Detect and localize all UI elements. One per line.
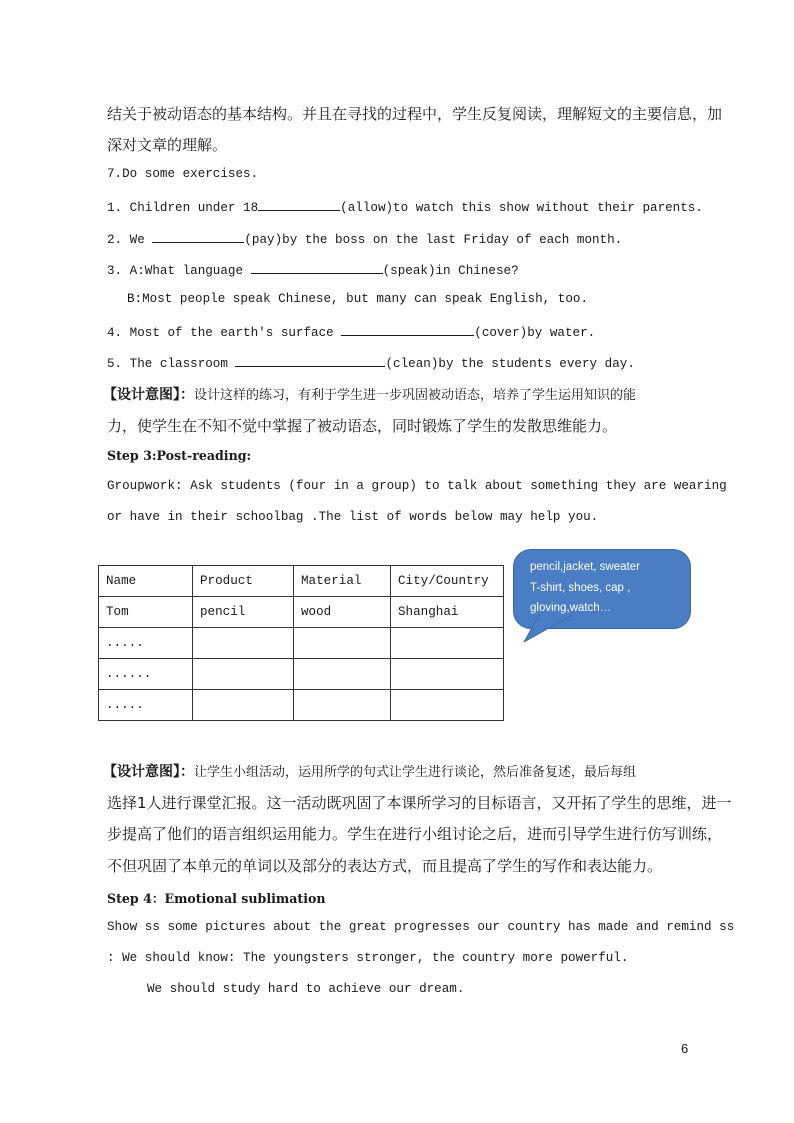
table-header-row	[99, 566, 504, 597]
exercise-item-2: 2. We (pay)by the boss on the last Friday of each month.	[107, 230, 622, 247]
exercise-item-3-answer: B:Most people speak Chinese, but many can speak English, too.	[127, 292, 589, 306]
intro-line-2: 深对文章的理解。	[107, 136, 228, 154]
table-row	[99, 659, 504, 690]
table-cell	[193, 659, 294, 690]
step-4-line-1: Show ss some pictures about the great progresses our country has made and remind ss	[107, 920, 735, 934]
step-3-line-2: or have in their schoolbag .The list of words below may help you.	[107, 510, 599, 524]
step-4-line-2: : We should know: The youngsters stronger, the country more powerful.	[107, 951, 629, 965]
exercise-item-5: 5. The classroom (clean)by the students every day.	[107, 354, 635, 371]
table-cell: wood	[294, 597, 391, 628]
answer-blank	[251, 261, 383, 274]
table-cell	[193, 690, 294, 721]
design-intent-2-line-4: 不但巩固了本单元的单词以及部分的表达方式，而且提高了学生的写作和表达能力。	[107, 857, 663, 875]
table-cell: .....	[99, 690, 193, 721]
design-intent-1-line-2: 力，使学生在不知不觉中掌握了被动语态，同时锻炼了学生的发散思维能力。	[107, 417, 618, 435]
table-cell: pencil	[193, 597, 294, 628]
step-3-line-1: Groupwork: Ask students (four in a group) to talk about something they are wearing	[107, 479, 727, 493]
design-intent-2-line-2: 选择1人进行课堂汇报。这一活动既巩固了本课所学习的目标语言，又开拓了学生的思维，进一	[107, 794, 732, 812]
answer-blank	[235, 354, 385, 367]
page-number: 6	[681, 1041, 689, 1056]
table-cell	[391, 628, 504, 659]
exercise-item-4: 4. Most of the earth's surface (cover)by water.	[107, 323, 595, 340]
step-4-heading: Step 4：Emotional sublimation	[107, 891, 326, 906]
table-cell: .....	[99, 628, 193, 659]
answer-blank	[341, 323, 474, 336]
speech-bubble-tail	[522, 614, 574, 644]
table-row	[99, 597, 504, 628]
step-4-line-3: We should study hard to achieve our dream.	[147, 982, 465, 996]
exercise-item-3: 3. A:What language (speak)in Chinese?	[107, 261, 519, 278]
table-cell	[391, 690, 504, 721]
design-intent-2-line-3: 步提高了他们的语言组织运用能力。学生在进行小组讨论之后，进而引导学生进行仿写训练，	[107, 825, 723, 843]
bubble-line: pencil,jacket, sweater	[530, 561, 640, 573]
table-cell	[391, 659, 504, 690]
bubble-line: T-shirt, shoes, cap ,	[530, 581, 631, 594]
column-header: City/Country	[391, 566, 504, 597]
design-intent-label: 【设计意图】：	[103, 387, 194, 403]
step-3-heading: Step 3:Post-reading:	[107, 448, 252, 463]
exercises-heading: 7.Do some exercises.	[107, 167, 259, 181]
exercise-item-1: 1. Children under 18 (allow)to watch this show without their parents.	[107, 198, 703, 215]
design-intent-label: 【设计意图】：	[103, 764, 194, 780]
column-header: Name	[99, 566, 193, 597]
column-header: Product	[193, 566, 294, 597]
table-cell: Tom	[99, 597, 193, 628]
column-header: Material	[294, 566, 391, 597]
table-cell	[294, 628, 391, 659]
design-intent-2: 【设计意图】：让学生小组活动，运用所学的句式让学生进行谈论，然后准备复述，最后每组	[103, 764, 637, 780]
speech-bubble-text	[530, 557, 680, 619]
word-table	[98, 565, 504, 721]
table-cell: ......	[99, 659, 193, 690]
table-cell	[294, 659, 391, 690]
table-cell	[294, 690, 391, 721]
bubble-line: gloving,watch…	[530, 602, 612, 614]
table-cell: Shanghai	[391, 597, 504, 628]
answer-blank	[258, 198, 340, 211]
intro-line-1: 结关于被动语态的基本结构。并且在寻找的过程中，学生反复阅读，理解短文的主要信息，加	[107, 105, 723, 123]
answer-blank	[152, 230, 244, 243]
table-cell	[193, 628, 294, 659]
table-row	[99, 690, 504, 721]
table-row	[99, 628, 504, 659]
design-intent-1: 【设计意图】：设计这样的练习，有利于学生进一步巩固被动语态，培养了学生运用知识的能	[103, 387, 637, 403]
